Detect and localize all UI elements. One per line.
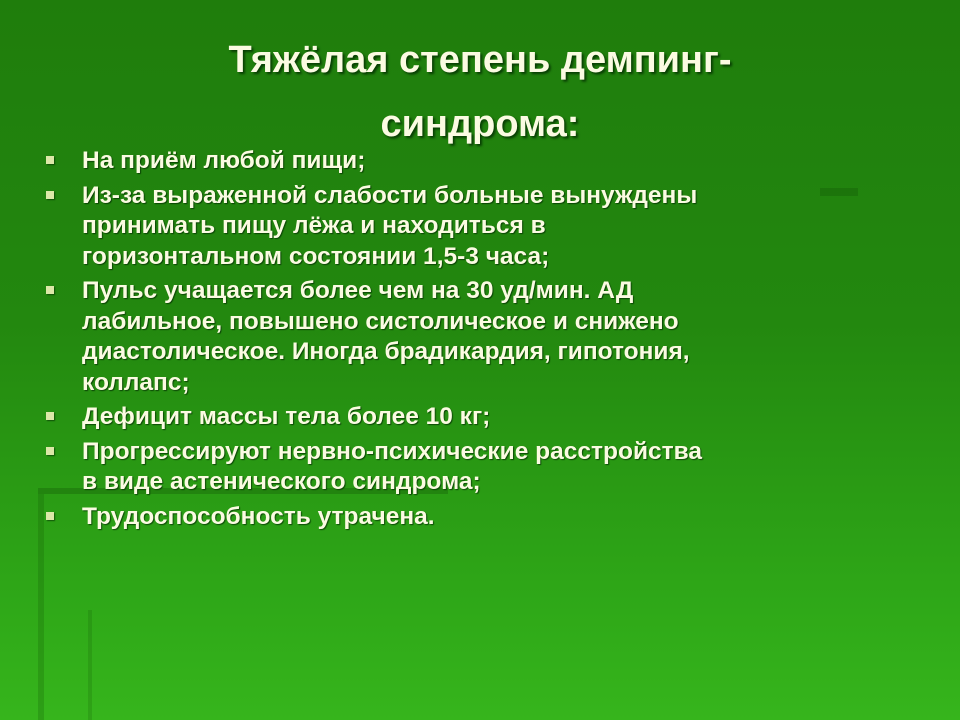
bullet-line: лабильное, повышено систолическое и снижено [82, 307, 679, 335]
bullet-line: горизонтальном состоянии 1,5-3 часа; [82, 242, 550, 270]
bullet-line: Дефицит массы тела более 10 кг; [82, 403, 491, 430]
bullet-item [46, 181, 926, 273]
bullet-line: коллапс; [82, 368, 190, 396]
bullet-item [46, 437, 926, 498]
slide-title-line-2: синдрома: [380, 103, 580, 145]
bullet-item [46, 276, 926, 398]
bullet-line: На приём любой пищи; [82, 147, 366, 174]
bullet-line: Пульс учащается более чем на 30 уд/мин. АД [82, 277, 634, 304]
bullet-line: Прогрессируют нервно-психические расстройства [82, 437, 702, 465]
bullet-line: диастолическое. Иногда брадикардия, гипотония, [82, 338, 690, 365]
square-bullet-icon [46, 156, 54, 164]
bullet-item [46, 502, 926, 533]
square-bullet-icon [46, 286, 54, 294]
bullet-item [46, 402, 926, 433]
bullet-line: принимать пищу лёжа и находиться в [82, 212, 546, 239]
decorative-band [88, 610, 92, 720]
decorative-band [38, 494, 44, 720]
square-bullet-icon [46, 412, 54, 420]
bullet-line: Трудоспособность утрачена. [82, 502, 435, 530]
slide-title [0, 28, 960, 156]
bullet-line: Из-за выраженной слабости больные вынуждены [82, 181, 698, 209]
slide-title-line-1: Тяжёлая степень демпинг- [228, 39, 732, 81]
bullet-list [46, 146, 926, 536]
square-bullet-icon [46, 447, 54, 455]
bullet-item [46, 146, 926, 177]
square-bullet-icon [46, 191, 54, 199]
square-bullet-icon [46, 512, 54, 520]
bullet-line: в виде астенического синдрома; [82, 468, 481, 495]
